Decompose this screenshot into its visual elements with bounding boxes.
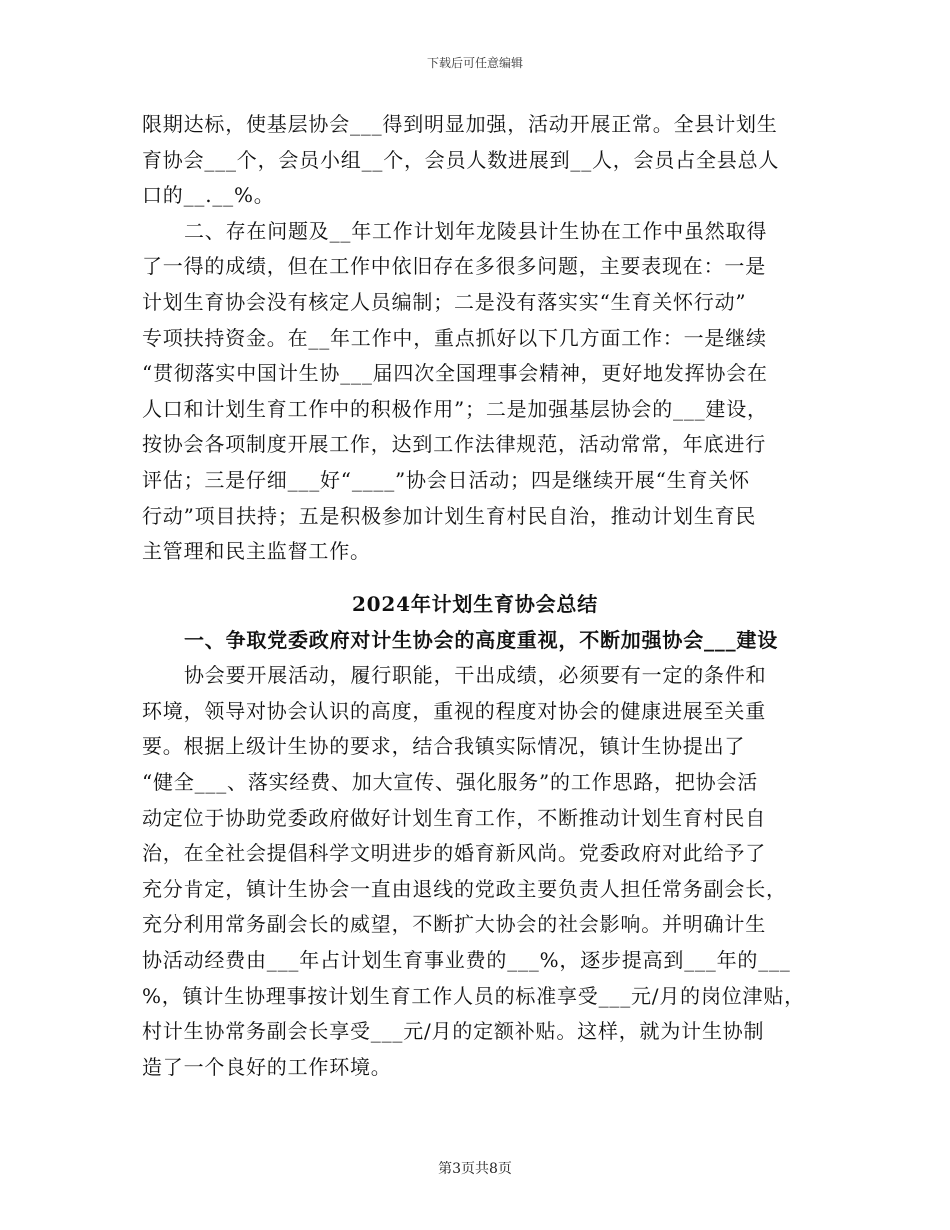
paragraph-line: 充分肯定，镇计生协会一直由退线的党政主要负责人担任常务副会长， — [142, 876, 787, 901]
page-number: 第3页共8页 — [438, 1161, 512, 1177]
paragraph-line: 主管理和民主监督工作。 — [142, 539, 371, 564]
paragraph-line: “健全___、落实经费、加大宣传、强化服务”的工作思路，把协会活 — [142, 769, 759, 794]
paragraph-line: 协会要开展活动，履行职能，干出成绩，必须要有一定的条件和 — [184, 663, 767, 688]
paragraph-line: 计划生育协会没有核定人员编制；二是没有落实实“生育关怀行动” — [142, 289, 747, 314]
section-2-text — [142, 587, 808, 1085]
paragraph-line: “贯彻落实中国计生协___届四次全国理事会精神，更好地发挥协会在 — [142, 361, 768, 386]
paragraph-line: 口的__.__%。 — [142, 183, 275, 208]
paragraph-line: 动定位于协助党委政府做好计划生育工作，不断推动计划生育村民自 — [142, 805, 766, 830]
paragraph-line: %，镇计生协理事按计划生育工作人员的标准享受___元/月的岗位津贴， — [142, 983, 805, 1008]
paragraph-line: 育协会___个，会员小组__个，会员人数进展到__人，会员占全县总人 — [142, 147, 780, 172]
paragraph-line: 要。根据上级计生协的要求，结合我镇实际情况，镇计生协提出了 — [142, 734, 746, 759]
paragraph-line: 村计生协常务副会长享受___元/月的定额补贴。这样，就为计生协制 — [142, 1019, 765, 1044]
paragraph-line: 人口和计划生育工作中的积极作用”；二是加强基层协会的___建设， — [142, 396, 768, 421]
paragraph-line: 了一得的成绩，但在工作中依旧存在多很多问题，主要表现在：一是 — [142, 254, 766, 279]
paragraph-line: 环境，领导对协会认识的高度，重视的程度对协会的健康进展至关重 — [142, 698, 766, 723]
paragraph-line: 治，在全社会提倡科学文明进步的婚育新风尚。党委政府对此给予了 — [142, 841, 766, 866]
paragraph-line: 按协会各项制度开展工作，达到工作法律规范，活动常常，年底进行 — [142, 432, 766, 457]
paragraph-line: 专项扶持资金。在__年工作中，重点抓好以下几方面工作：一是继续 — [142, 325, 767, 350]
paragraph-line: 二、存在问题及__年工作计划年龙陵县计生协在工作中虽然取得 — [184, 218, 768, 243]
document-title: 2024年计划生育协会总结 — [351, 592, 599, 616]
paragraph-line: 评估；三是仔细___好“____”协会日活动；四是继续开展“生育关怀 — [142, 467, 750, 492]
paragraph-line: 协活动经费由___年占计划生育事业费的___%，逐步提高到___年的___ — [142, 947, 791, 972]
paragraph-line: 充分利用常务副会长的威望，不断扩大协会的社会影响。并明确计生 — [142, 912, 766, 937]
paragraph-line: 行动”项目扶持；五是积极参加计划生育村民自治，推动计划生育民 — [142, 503, 757, 528]
section-1-text — [142, 107, 808, 570]
section-heading: 一、争取党委政府对计生协会的高度重视，不断加强协会___建设 — [184, 627, 778, 652]
paragraph-line: 造了一个良好的工作环境。 — [142, 1054, 392, 1079]
page-header-note: 下载后可任意编辑 — [426, 56, 523, 70]
paragraph-line: 限期达标，使基层协会___得到明显加强，活动开展正常。全县计划生 — [142, 112, 778, 136]
